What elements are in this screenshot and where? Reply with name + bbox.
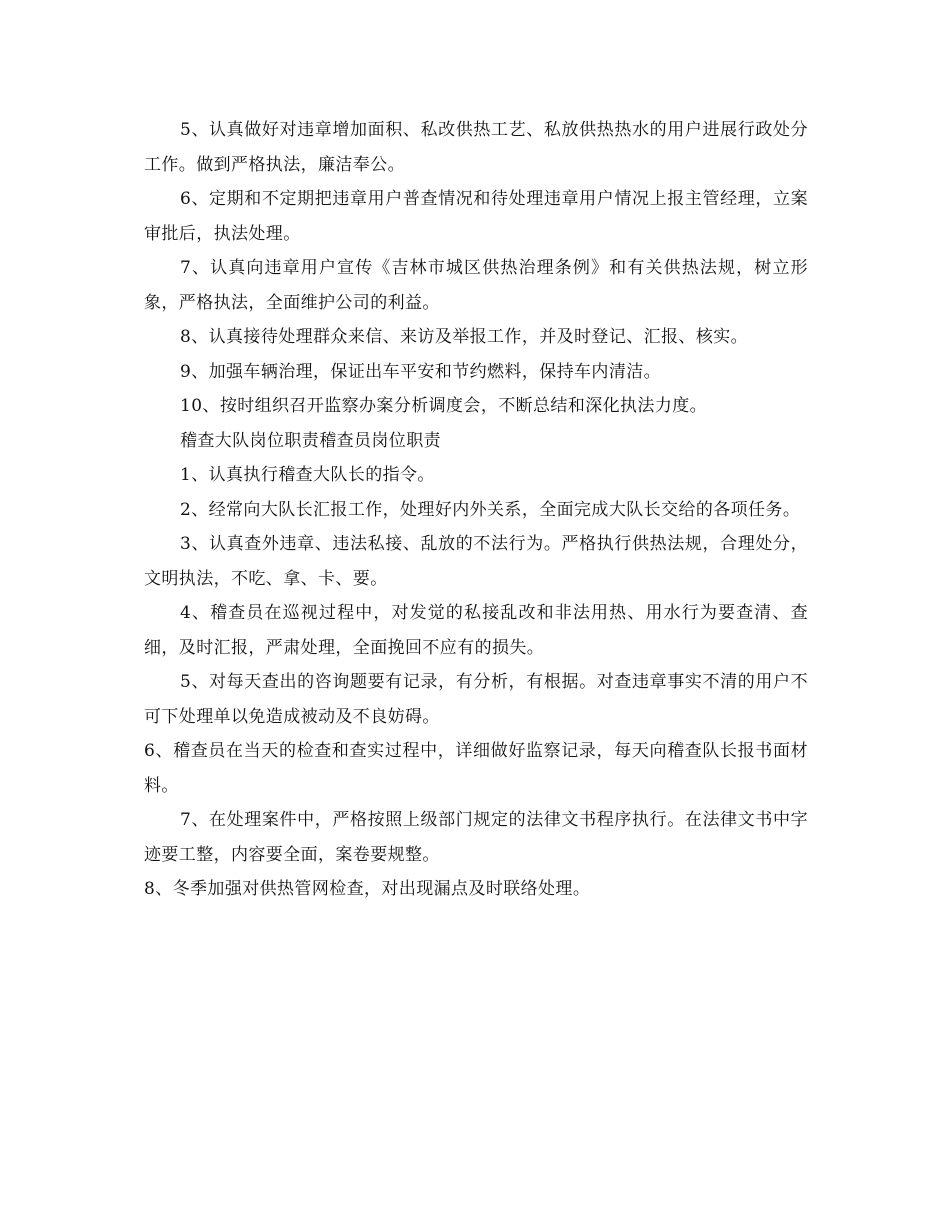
paragraph-item-7-a: 7、认真向违章用户宣传《吉林市城区供热治理条例》和有关供热法规，树立形象，严格执法，全面维护公司的利益。 bbox=[144, 258, 808, 313]
paragraph-item-8-b: 8、冬季加强对供热管网检查，对出现漏点及时联络处理。 bbox=[144, 879, 591, 899]
paragraph-item-1: 1、认真执行稽查大队长的指令。 bbox=[180, 465, 435, 485]
paragraph-item-6-a: 6、定期和不定期把违章用户普查情况和待处理违章用户情况上报主管经理，立案审批后，执法处理。 bbox=[144, 189, 808, 244]
paragraph-item-9: 9、加强车辆治理，保证出车平安和节约燃料，保持车内清洁。 bbox=[180, 361, 662, 382]
paragraph-item-5-a: 5、认真做好对违章增加面积、私改供热工艺、私放供热热水的用户进展行政处分工作。做到严格执法，廉洁奉公。 bbox=[144, 120, 808, 175]
paragraph-item-6-b: 6、稽查员在当天的检查和查实过程中，详细做好监察记录，每天向稽查队长报书面材料。 bbox=[144, 741, 808, 796]
paragraph-item-4: 4、稽查员在巡视过程中，对发觉的私接乱改和非法用热、用水行为要查清、查细，及时汇报，严肃处理，全面挽回不应有的损失。 bbox=[144, 603, 808, 658]
paragraph-item-3: 3、认真查外违章、违法私接、乱放的不法行为。严格执行供热法规，合理处分，文明执法，不吃、拿、卡、要。 bbox=[144, 534, 808, 589]
paragraph-item-10: 10、按时组织召开监察办案分析调度会，不断总结和深化执法力度。 bbox=[180, 396, 708, 416]
paragraph-item-5-b: 5、对每天查出的咨询题要有记录，有分析，有根据。对查违章事实不清的用户不可下处理单以免造成被动及不良妨碍。 bbox=[144, 672, 808, 727]
document-body bbox=[144, 113, 808, 907]
section-heading: 稽查大队岗位职责稽查员岗位职责 bbox=[180, 430, 441, 451]
paragraph-item-2: 2、经常向大队长汇报工作，处理好内外关系，全面完成大队长交给的各项任务。 bbox=[180, 499, 801, 520]
paragraph-item-7-b: 7、在处理案件中，严格按照上级部门规定的法律文书程序执行。在法律文书中字迹要工整，内容要全面，案卷要规整。 bbox=[144, 810, 808, 865]
paragraph-item-8-a: 8、认真接待处理群众来信、来访及举报工作，并及时登记、汇报、核实。 bbox=[180, 327, 749, 347]
